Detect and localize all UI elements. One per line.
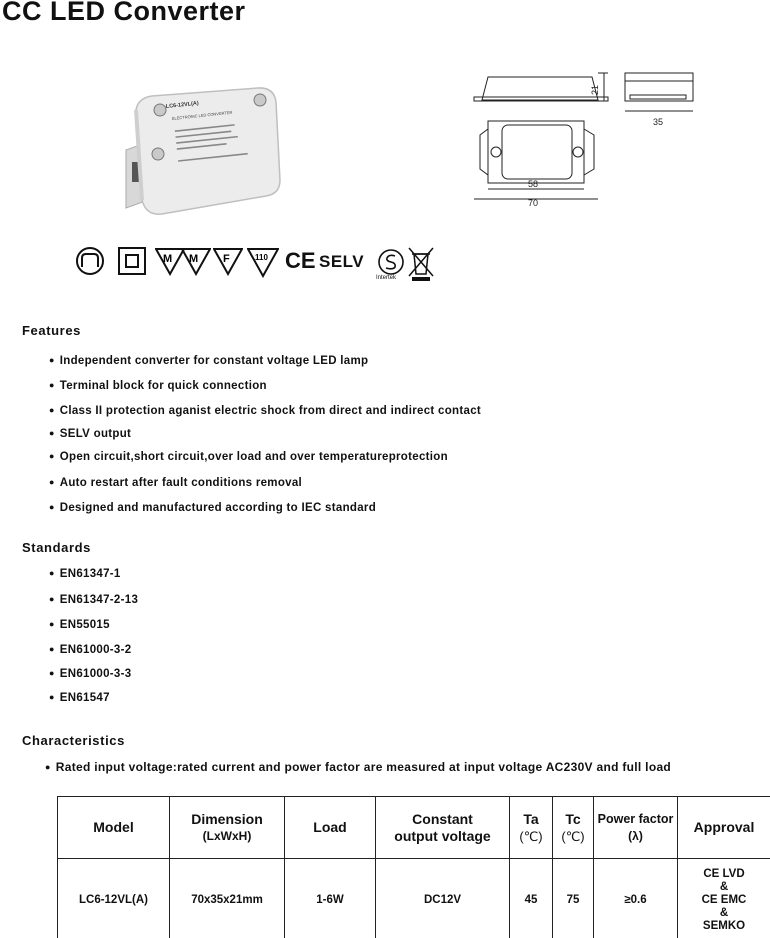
header-dimension (170, 797, 285, 859)
features-heading: Features (22, 323, 81, 338)
temperature-110-icon (247, 246, 279, 278)
header-ta (510, 797, 553, 859)
header-model: Model (58, 797, 170, 859)
svg-text:F: F (223, 253, 230, 265)
feature-item: ● Designed and manufactured according to IEC standard (49, 502, 376, 514)
cell-model: LC6-12VL(A) (58, 859, 170, 938)
standard-item: ● EN61000-3-2 (49, 644, 131, 656)
header-dimension-label: Dimension (191, 810, 263, 827)
feature-item: ● Independent converter for constant voltage LED lamp (49, 355, 368, 367)
header-approval: Approval (678, 797, 770, 859)
header-ta-label: Ta (523, 810, 539, 827)
standard-item: ● EN61000-3-3 (49, 668, 131, 680)
dim-inner-label: 58 (528, 179, 539, 189)
feature-item: ● SELV output (49, 428, 131, 440)
dim-length-label: 70 (528, 198, 539, 208)
feature-item: ● Terminal block for quick connection (49, 380, 267, 392)
header-power-factor (594, 797, 678, 859)
standard-item: ● EN61347-1 (49, 568, 121, 580)
selv-mark: SELV (319, 252, 365, 271)
header-tc-label: Tc (565, 810, 581, 827)
characteristics-note: ● Rated input voltage:rated current and power factor are measured at input voltage AC230V and full load (45, 760, 671, 774)
ce-mark: CE (285, 248, 316, 273)
weee-bin-icon (407, 246, 435, 282)
header-pf-sub: (λ) (628, 828, 643, 843)
page-title: CC LED Converter (2, 0, 246, 26)
cell-load: 1-6W (285, 859, 376, 938)
characteristics-heading: Characteristics (22, 733, 125, 748)
table-header-row (58, 797, 770, 859)
f-mark-icon (213, 246, 243, 276)
svg-text:M: M (189, 253, 199, 265)
class-ii-lamp-icon (75, 246, 105, 276)
approval-line: & (719, 907, 729, 919)
dimension-drawing (470, 65, 700, 215)
double-insulation-icon (117, 246, 147, 276)
cell-power-factor: ≥0.6 (594, 859, 678, 938)
feature-item: ● Class II protection aganist electric shock from direct and indirect contact (49, 405, 481, 417)
dim-height-label: 21 (590, 84, 600, 95)
header-dimension-sub: (LxWxH) (202, 828, 252, 843)
product-label-line: ELECTRONIC LED CONVERTER (171, 109, 233, 121)
semko-mark-icon (377, 248, 405, 276)
product-label-model: LC6-12VL(A) (165, 100, 200, 110)
approval-line: CE EMC (701, 894, 747, 906)
spec-table (57, 796, 770, 938)
certification-marks (75, 246, 455, 286)
approval-line: CE LVD (703, 868, 745, 880)
cell-tc: 75 (553, 859, 594, 938)
standard-item: ● EN61347-2-13 (49, 594, 138, 606)
cell-approval (678, 859, 770, 938)
header-ta-unit: (℃) (519, 828, 543, 844)
intertek-label: Intertek (376, 275, 397, 281)
standard-item: ● EN61547 (49, 692, 110, 704)
approval-line: SEMKO (702, 920, 746, 932)
header-tc (553, 797, 594, 859)
product-image (118, 70, 288, 220)
approval-line: & (719, 881, 729, 893)
header-load: Load (285, 797, 376, 859)
svg-text:M: M (163, 253, 173, 265)
feature-item: ● Auto restart after fault conditions removal (49, 477, 302, 489)
standards-heading: Standards (22, 540, 91, 555)
header-pf-label: Power factor (597, 811, 674, 826)
svg-text:110: 110 (255, 253, 268, 262)
table-row (58, 859, 770, 938)
cell-dimension: 70x35x21mm (170, 859, 285, 938)
cell-output: DC12V (376, 859, 510, 938)
standard-item: ● EN55015 (49, 619, 110, 631)
header-output-line1: Constant (412, 810, 473, 827)
feature-item: ● Open circuit,short circuit,over load and over temperatureprotection (49, 451, 448, 463)
header-tc-unit: (℃) (561, 828, 585, 844)
cell-ta: 45 (510, 859, 553, 938)
mm-mark-icon (181, 246, 211, 276)
header-output-line2: output voltage (394, 827, 491, 844)
dim-width-label: 35 (653, 117, 664, 127)
header-output (376, 797, 510, 859)
